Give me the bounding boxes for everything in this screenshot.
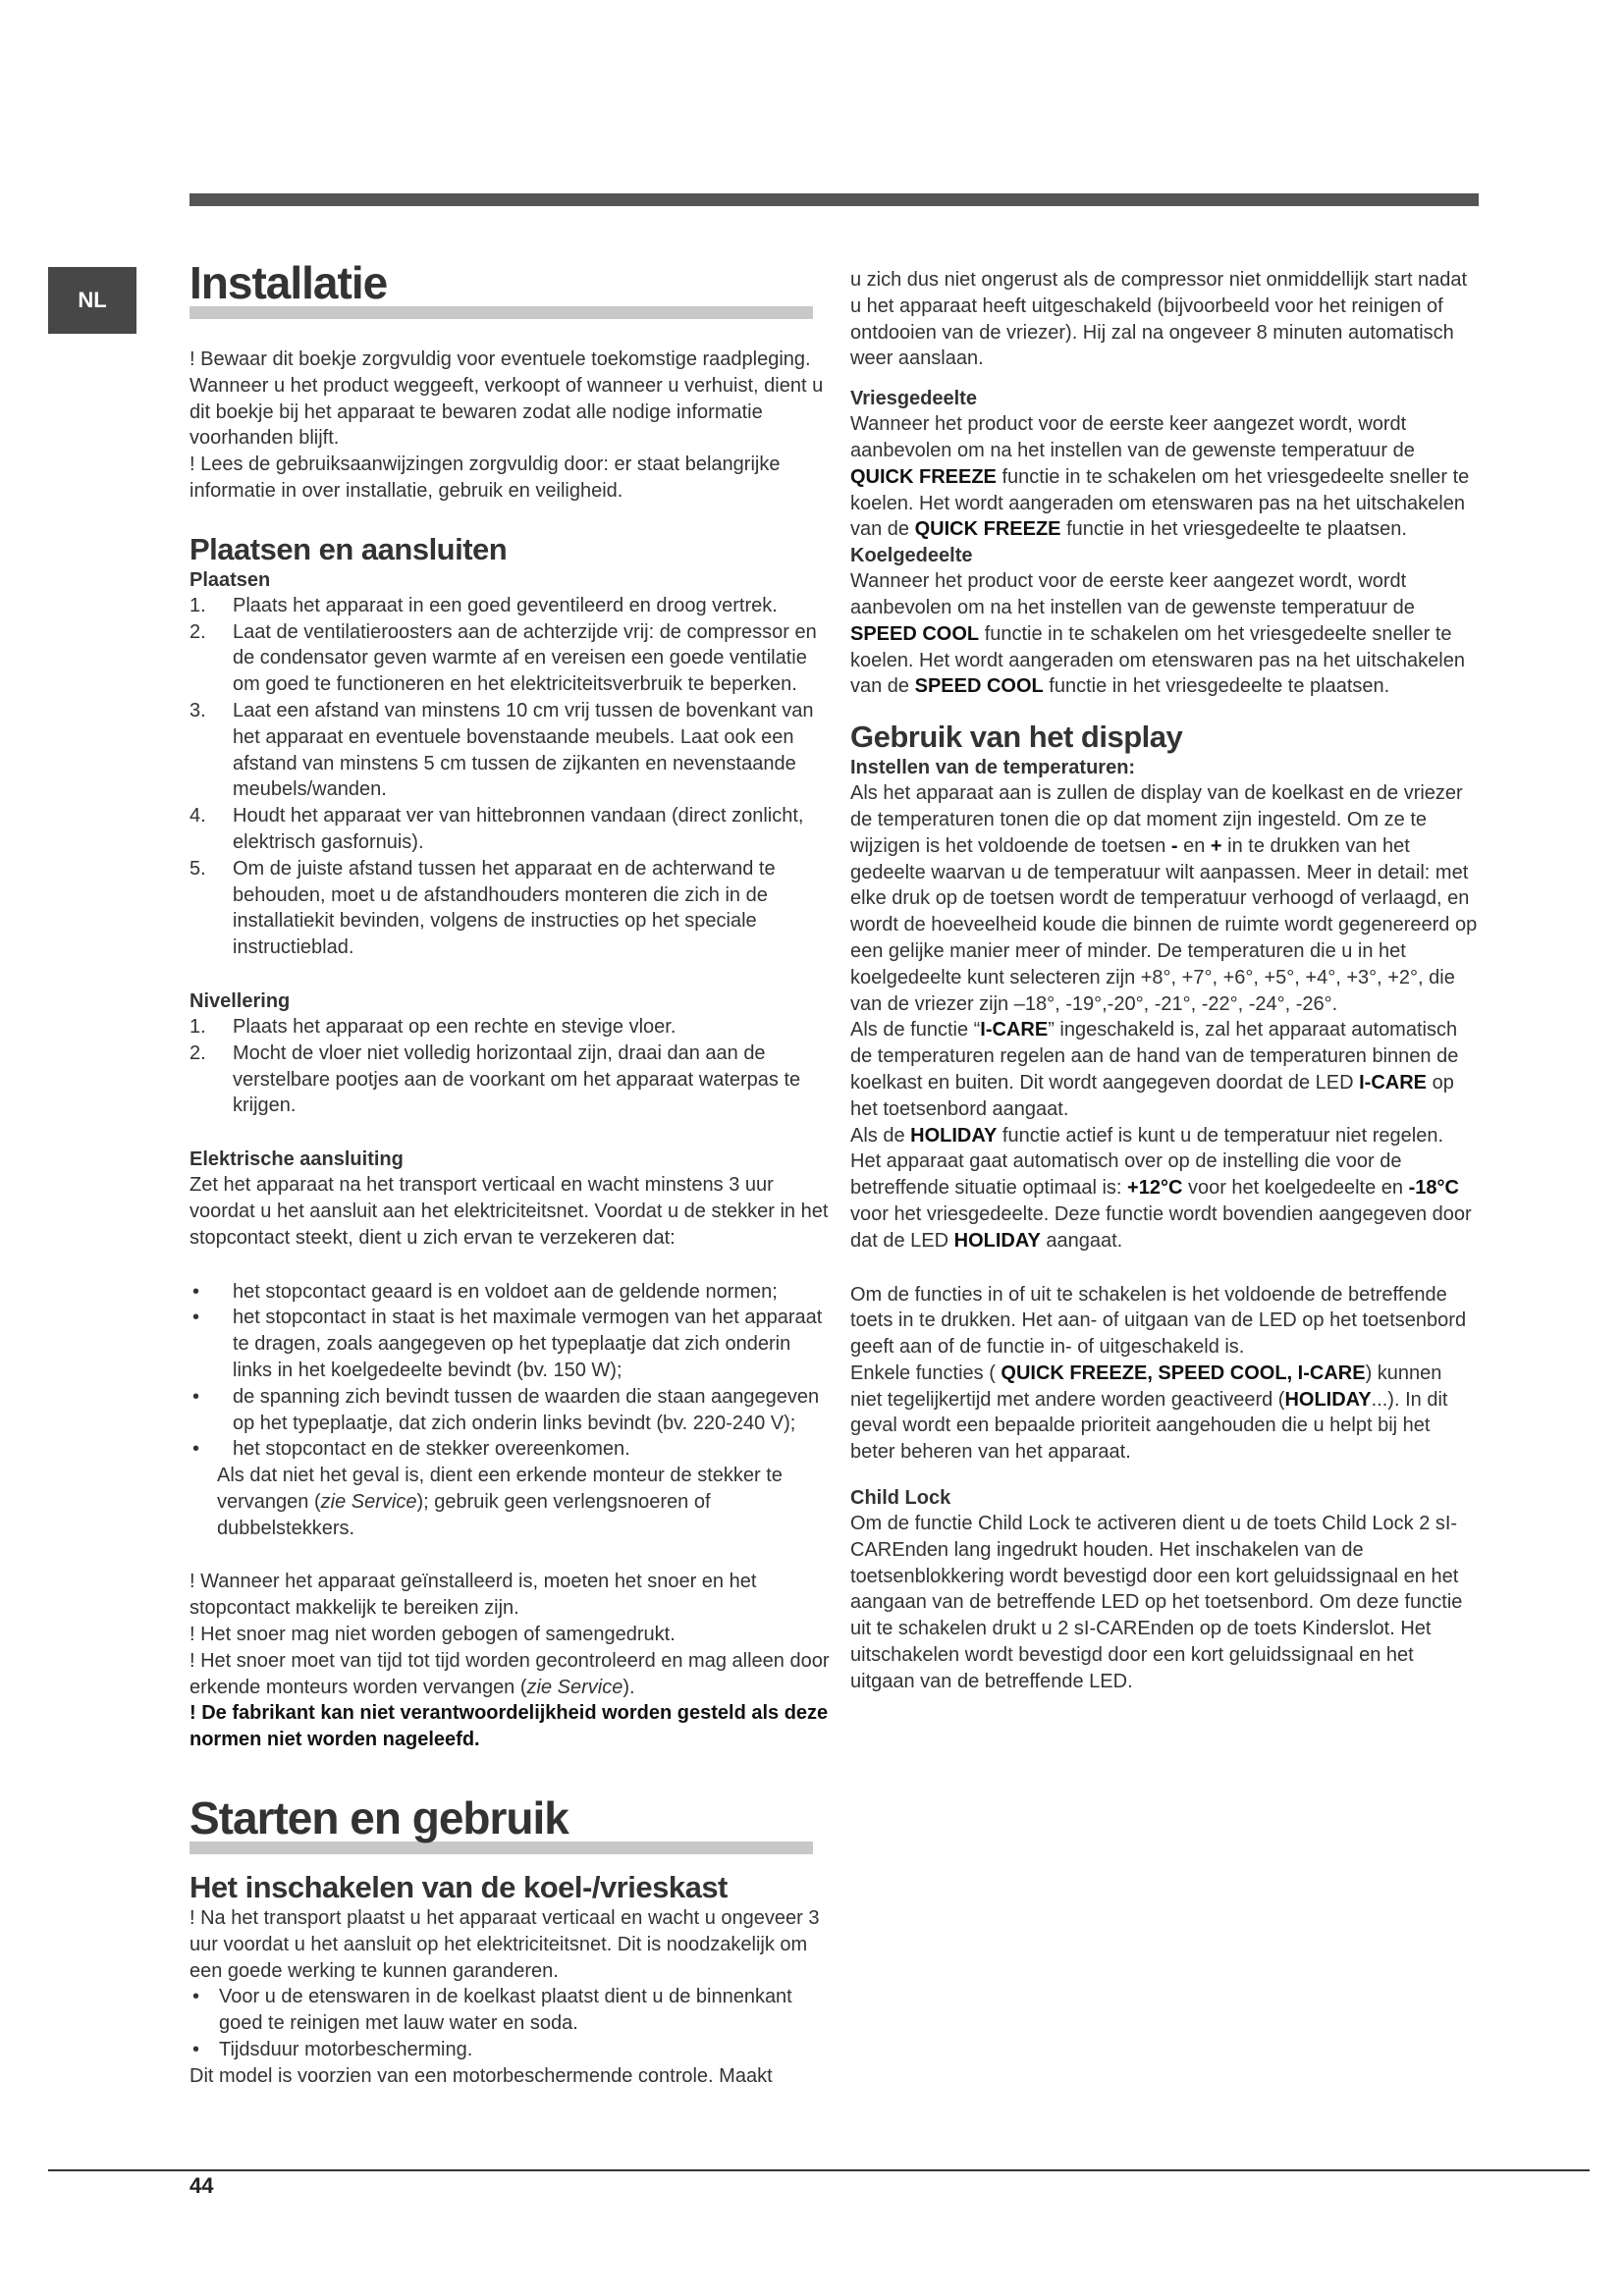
installatie-heading: Installatie: [189, 257, 388, 308]
warning-3: ! Het snoer moet van tijd tot tijd worden gecontroleerd en mag alleen door erkende monteurs worden vervangen (zie Service).: [189, 1649, 830, 1698]
elec-subheading: Elektrische aansluiting: [189, 1148, 404, 1171]
holiday-paragraph: Als de HOLIDAY functie actief is kunt u de temperatuur niet regelen. Het apparaat gaat automatisch over op de instelling die voor de betreffende situatie optimaal is: +12°C voor het koelgedeelte en -18°C voor het vriesgedeelte. Deze functie wordt bovendien aangegeven door dat de LED HOLIDAY aangaat.: [850, 1124, 1472, 1252]
exclusive-functions-paragraph: Enkele functies ( QUICK FREEZE, SPEED COOL, I-CARE) kunnen niet tegelijkertijd met andere worden geactiveerd (HOLIDAY...). In dit geval wordt een bepaalde prioriteit aangehouden die u helpt bij het beter beheren van het apparaat.: [850, 1362, 1448, 1464]
freezer-paragraph: Wanneer het product voor de eerste keer aangezet wordt, wordt aanbevolen om na het instellen van de gewenste temperatuur de QUICK FREEZE functie in te schakelen om het vriesgedeelte sneller te koelen. Het wordt aangeraden om etenswaren pas na het uitschakelen van de QUICK FREEZE functie in het vriesgedeelte te plaatsen.: [850, 413, 1470, 541]
elec-list: [189, 1279, 830, 1464]
display-subheading: Instellen van de temperaturen:: [850, 757, 1136, 779]
warning-1: ! Wanneer het apparaat geïnstalleerd is, moeten het snoer en het stopcontact makkelijk te bereiken zijn.: [189, 1571, 757, 1620]
cool-subheading: Koelgedeelte: [850, 545, 973, 567]
switch-on-paragraph: ! Na het transport plaatst u het apparaat verticaal en wacht u ongeveer 3 uur voordat u het aansluit op het elektriciteitsnet. Dit is noodzakelijk om een goede werking te kunnen garanderen.: [189, 1907, 820, 1982]
list-item: • het stopcontact in staat is het maximale vermogen van het apparaat te dragen, zoals aangegeven op het typeplaatje dat zich onderin links in het koelgedeelte bevindt (bv. 150 W);: [189, 1305, 830, 1383]
list-item: 1. Plaats het apparaat in een goed geventileerd en droog vertrek.: [189, 594, 778, 616]
warning-4: ! De fabrikant kan niet verantwoordelijkheid worden gesteld als deze normen niet worden nageleefd.: [189, 1702, 829, 1751]
list-item: 3. Laat een afstand van minstens 10 cm vrij tussen de bovenkant van het apparaat en eventuele bovenstaande meubels. Laat ook een afstand van minstens 5 cm tussen de zijkanten en nevenstaande meubels/wanden.: [189, 699, 814, 801]
child-lock-subheading: Child Lock: [850, 1487, 951, 1510]
installatie-heading-block: [189, 257, 813, 319]
service-link[interactable]: zie Service: [526, 1676, 623, 1698]
child-lock-paragraph: Om de functie Child Lock te activeren dient u de toets Child Lock 2 sI-CAREnden lang ingedrukt houden. Het inschakelen van de toetsenblokkering wordt bevestigd door een kort geluidssignaal en het aangaan van de betreffende LED op het toetsenbord. Om deze functie uit te schakelen drukt u 2 sI-CAREnden op de toets Kinderslot. Het uitschakelen wordt bevestigd door een kort geluidssignaal en het uitgaan van de betreffende LED.: [850, 1513, 1463, 1692]
intro-paragraph-2: ! Lees de gebruiksaanwijzingen zorgvuldig door: er staat belangrijke informatie in over installatie, gebruik en veiligheid.: [189, 454, 781, 502]
freezer-subheading: Vriesgedeelte: [850, 388, 977, 410]
intro-paragraph-1: ! Bewaar dit boekje zorgvuldig voor eventuele toekomstige raadpleging. Wanneer u het product weggeeft, verkoopt of wanneer u verhuist, dient u dit boekje bij het apparaat te bewaren zodat alle nodige informatie voorhanden blijft.: [189, 348, 824, 450]
list-item: 2. Mocht de vloer niet volledig horizontaal zijn, draai dan aan de verstelbare pootjes aan de voorkant om het apparaat waterpas te krijgen.: [189, 1041, 801, 1117]
level-list: [189, 1014, 830, 1119]
placing-list: [189, 593, 830, 961]
list-item: 1. Plaats het apparaat op een rechte en stevige vloer.: [189, 1015, 677, 1038]
list-item: • Tijdsduur motorbescherming.: [189, 2037, 830, 2063]
switch-on-heading: Het inschakelen van de koel-/vrieskast: [189, 1870, 728, 1905]
language-tab: NL: [48, 267, 136, 334]
list-item: 4. Houdt het apparaat ver van hittebronnen vandaan (direct zonlicht, elektrisch gasfornuis).: [189, 805, 804, 853]
list-item: • het stopcontact geaard is en voldoet aan de geldende normen;: [189, 1279, 830, 1306]
level-subheading: Nivellering: [189, 989, 291, 1012]
motor-protection-paragraph: Dit model is voorzien van een motorbeschermende controle. Maakt: [189, 2064, 773, 2087]
list-item: • het stopcontact en de stekker overeenkomen.: [189, 1436, 830, 1463]
starten-heading: Starten en gebruik: [189, 1792, 568, 1844]
placing-heading: Plaatsen en aansluiten: [189, 531, 508, 566]
list-item: • de spanning zich bevindt tussen de waarden die staan aangegeven op het typeplaatje, dat zich onderin links bevindt (bv. 220-240 V);: [189, 1384, 830, 1437]
list-item: • Voor u de etenswaren in de koelkast plaatst dient u de binnenkant goed te reinigen met lauw water en soda.: [189, 1984, 830, 2037]
display-paragraph: Als het apparaat aan is zullen de display van de koelkast en de vriezer de temperaturen tonen die op dat moment zijn ingesteld. Om ze te wijzigen is het voldoende de toetsen - en + in te drukken van het gedeelte waarvan u de temperatuur wilt aanpassen. Meer in detail: met elke druk op de toetsen wordt de temperatuur verhoogd of verlaagd, en wordt de hoeveelheid koude die binnen de ruimte wordt gegenereerd op een gelijke manier meer of minder. De temperaturen die u in het koelgedeelte kunt selecteren zijn +8°, +7°, +6°, +5°, +4°, +3°, +2°, die van de vriezer zijn –18°, -19°,-20°, -21°, -22°, -24°, -26°.: [850, 782, 1478, 1015]
starten-heading-block: [189, 1792, 813, 1854]
bottom-rule: [48, 2169, 1590, 2171]
icare-paragraph: Als de functie “I-CARE” ingeschakeld is, zal het apparaat automatisch de temperaturen regelen aan de hand van de temperaturen binnen de koelkast en buiten. Dit wordt aangegeven doordat de LED I-CARE op het toetsenbord aangaat.: [850, 1019, 1459, 1120]
cool-paragraph: Wanneer het product voor de eerste keer aangezet wordt, wordt aanbevolen om na het instellen van de gewenste temperatuur de SPEED COOL functie in te schakelen om het vriesgedeelte sneller te koelen. Het wordt aangeraden om etenswaren pas na het uitschakelen van de SPEED COOL functie in het vriesgedeelte te plaatsen.: [850, 570, 1465, 698]
switch-on-list: [189, 1984, 830, 2062]
page-number: 44: [189, 2173, 214, 2198]
list-item: 2. Laat de ventilatieroosters aan de achterzijde vrij: de compressor en de condensator geven warmte af en vereisen een goede ventilatie om goed te functioneren en het elektriciteitsverbruik te beperken.: [189, 620, 817, 696]
list-item: 5. Om de juiste afstand tussen het apparaat en de achterwand te behouden, moet u de afstandhouders monteren die zich in de installatiekit bevinden, volgens de instructies op het speciale instructieblad.: [189, 857, 776, 959]
top-rule: [189, 193, 1479, 206]
elec-paragraph: Zet het apparaat na het transport verticaal en wacht minstens 3 uur voordat u het aansluit aan het elektriciteitsnet. Voordat u de stekker in het stopcontact steekt, dient u zich ervan te verzekeren dat:: [189, 1174, 829, 1249]
left-column: [189, 257, 830, 2090]
functions-paragraph: Om de functies in of uit te schakelen is het voldoende de betreffende toets in te drukken. Het aan- of uitgaan van de LED op het toetsenbord geeft aan of de functie in- of uitgeschakeld is.: [850, 1283, 1467, 1359]
right-column: [850, 267, 1479, 1695]
display-heading: Gebruik van het display: [850, 720, 1183, 755]
service-link[interactable]: zie Service: [320, 1490, 417, 1513]
continued-paragraph: u zich dus niet ongerust als de compressor niet onmiddellijk start nadat u het apparaat heeft uitgeschakeld (bijvoorbeeld voor het reinigen of ontdooien van de vriezer). Hij zal na ongeveer 8 minuten automatisch weer aanslaan.: [850, 269, 1468, 370]
placing-subheading: Plaatsen: [189, 568, 271, 591]
elec-after-paragraph: Als dat niet het geval is, dient een erkende monteur de stekker te vervangen (zie Service); gebruik geen verlengsnoeren of dubbelstekkers.: [217, 1465, 783, 1539]
warning-2: ! Het snoer mag niet worden gebogen of samengedrukt.: [189, 1624, 676, 1646]
